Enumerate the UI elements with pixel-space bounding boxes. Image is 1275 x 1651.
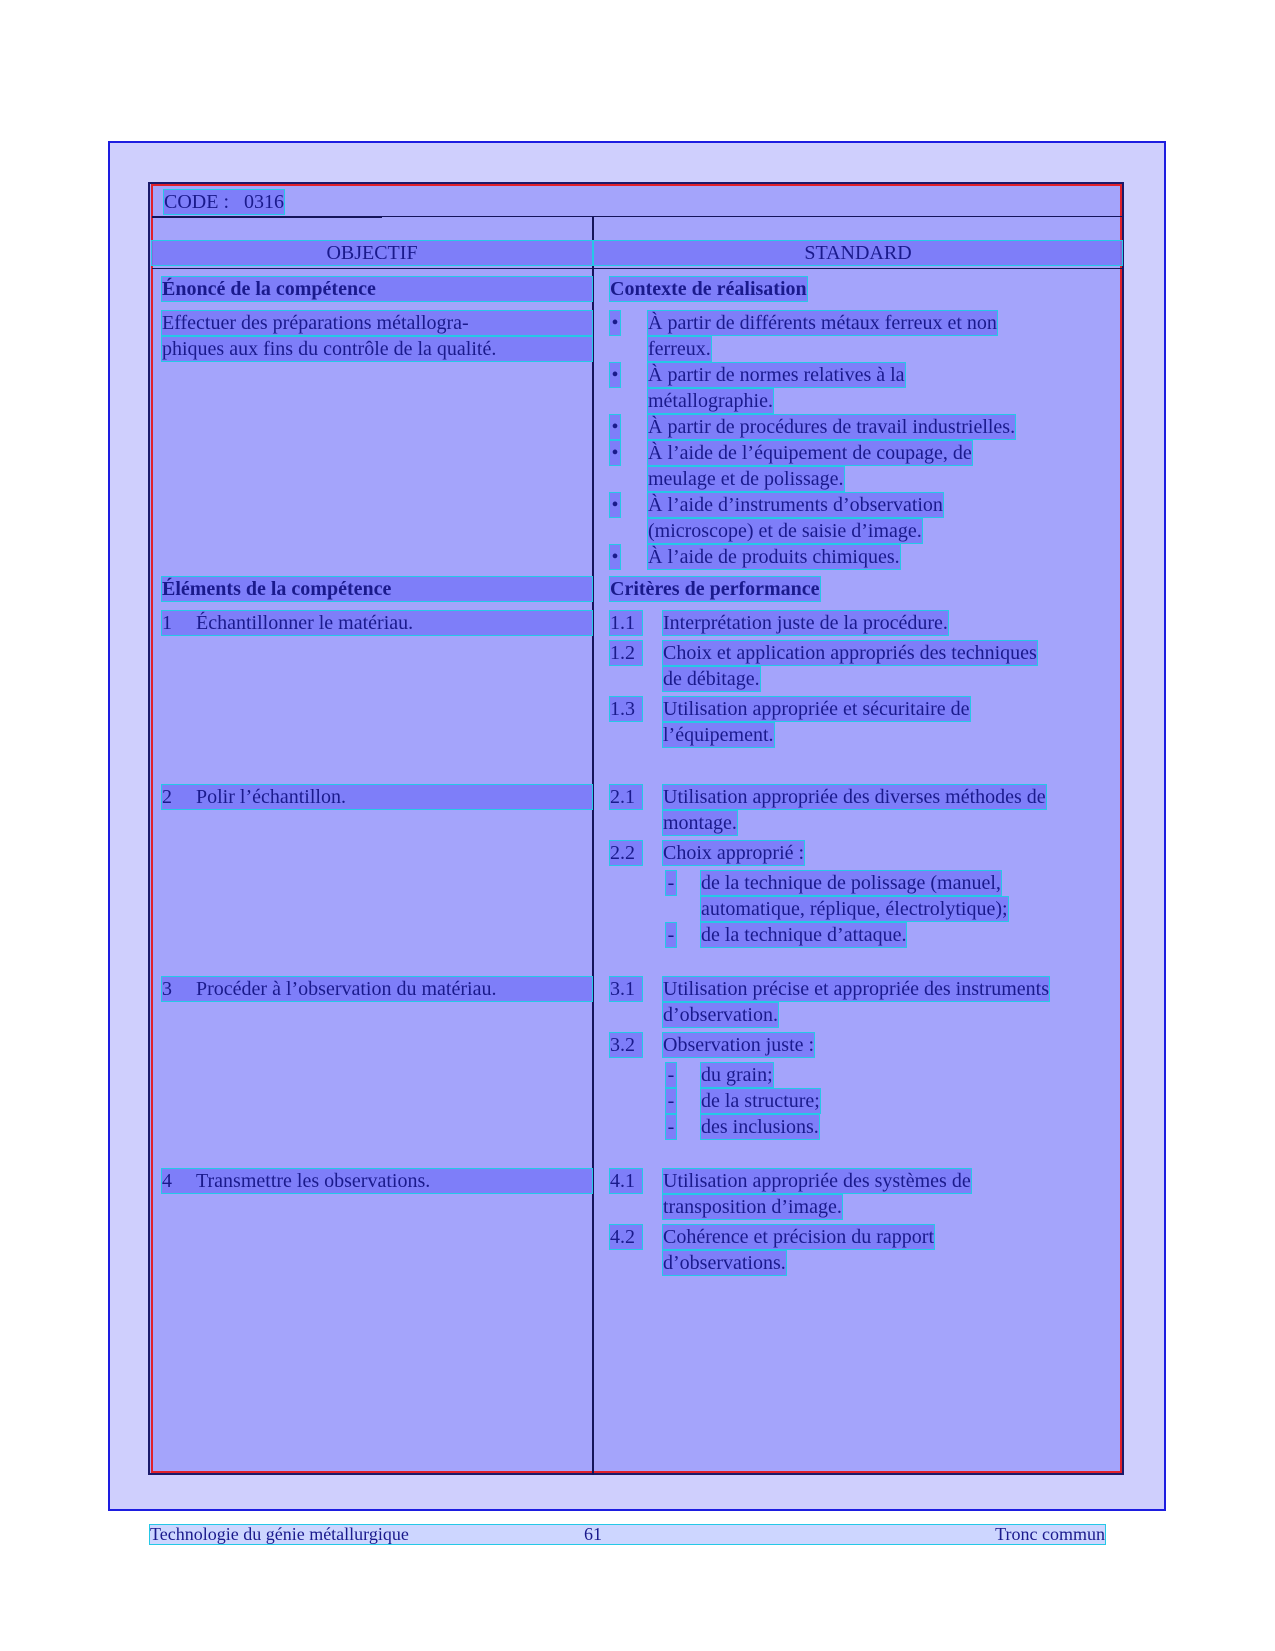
enonce-line: Effectuer des préparations métallogra-: [162, 311, 592, 335]
code-value: 0316: [244, 191, 284, 213]
contexte-line: À partir de normes relatives à la: [648, 364, 905, 386]
critere-line: Utilisation appropriée des systèmes de: [663, 1170, 971, 1192]
dash-icon: -: [667, 872, 675, 894]
footer-section: Tronc commun: [995, 1524, 1105, 1544]
element-text: Polir l’échantillon.: [196, 786, 346, 808]
contexte-line: (microscope) et de saisie d’image.: [648, 520, 922, 542]
critere-sub-line: des inclusions.: [701, 1116, 819, 1138]
critere-number: 4.2: [610, 1225, 642, 1249]
contexte-line: ferreux.: [648, 338, 711, 360]
element-item: [162, 785, 592, 809]
critere-line: transposition d’image.: [663, 1196, 842, 1218]
element-number: 3: [162, 978, 172, 1000]
critere-line: de débitage.: [663, 668, 760, 690]
critere-line: Observation juste :: [663, 1034, 815, 1056]
criteres-title: Critères de performance: [610, 578, 820, 600]
critere-sub-line: de la technique de polissage (manuel,: [701, 872, 1001, 894]
bullet-icon: •: [611, 546, 619, 568]
footer-title: Technologie du génie métallurgique: [150, 1524, 409, 1544]
header-objectif: OBJECTIF: [152, 241, 592, 265]
critere-sub-line: automatique, réplique, électrolytique);: [701, 898, 1008, 920]
element-number: 2: [162, 786, 172, 808]
bullet-icon: •: [611, 442, 619, 464]
critere-line: l’équipement.: [663, 724, 774, 746]
element-text: Échantillonner le matériau.: [196, 612, 414, 634]
element-text: Procéder à l’observation du matériau.: [196, 978, 497, 1000]
contexte-line: À l’aide de l’équipement de coupage, de: [648, 442, 972, 464]
enonce-title: Énoncé de la compétence: [162, 277, 592, 301]
critere-number: 1.2: [610, 641, 642, 665]
header-row-divider: [152, 268, 1122, 269]
dash-icon: -: [667, 1116, 675, 1138]
bullet-icon: •: [611, 312, 619, 334]
critere-line: d’observations.: [663, 1252, 786, 1274]
contexte-line: À partir de procédures de travail industrielles.: [648, 416, 1016, 438]
competency-table: [148, 182, 1124, 1475]
critere-number: 4.1: [610, 1169, 642, 1193]
element-number: 1: [162, 612, 172, 634]
dash-icon: -: [667, 1064, 675, 1086]
contexte-line: À l’aide de produits chimiques.: [648, 546, 900, 568]
critere-line: montage.: [663, 812, 737, 834]
bullet-icon: •: [611, 416, 619, 438]
code-label: CODE : 0316: [164, 191, 284, 213]
critere-line: Cohérence et précision du rapport: [663, 1226, 935, 1248]
critere-line: Utilisation précise et appropriée des instruments: [663, 978, 1050, 1000]
code-underline: [152, 216, 382, 218]
element-number: 4: [162, 1170, 172, 1192]
page-number: 61: [584, 1524, 602, 1544]
critere-sub-line: de la structure;: [701, 1090, 820, 1112]
critere-line: Utilisation appropriée des diverses méthodes de: [663, 786, 1046, 808]
critere-number: 2.2: [610, 841, 642, 865]
contexte-line: À partir de différents métaux ferreux et non: [648, 312, 997, 334]
enonce-line: phiques aux fins du contrôle de la qualité.: [162, 337, 592, 361]
contexte-line: À l’aide d’instruments d’observation: [648, 494, 943, 516]
element-item: [162, 977, 592, 1001]
contexte-line: meulage et de polissage.: [648, 468, 844, 490]
critere-number: 1.1: [610, 611, 642, 635]
critere-number: 3.2: [610, 1033, 642, 1057]
critere-number: 2.1: [610, 785, 642, 809]
dash-icon: -: [667, 924, 675, 946]
critere-line: Choix et application appropriés des techniques: [663, 642, 1037, 664]
element-item: [162, 1169, 592, 1193]
critere-sub-line: de la technique d’attaque.: [701, 924, 907, 946]
column-divider: [592, 217, 594, 1475]
footer: [150, 1525, 1105, 1544]
contexte-line: métallographie.: [648, 390, 773, 412]
critere-number: 3.1: [610, 977, 642, 1001]
elements-title: Éléments de la compétence: [162, 577, 592, 601]
contexte-title: Contexte de réalisation: [610, 278, 807, 300]
critere-line: d’observation.: [663, 1004, 778, 1026]
critere-line: Choix approprié :: [663, 842, 805, 864]
critere-line: Interprétation juste de la procédure.: [663, 612, 948, 634]
bullet-icon: •: [611, 364, 619, 386]
dash-icon: -: [667, 1090, 675, 1112]
critere-number: 1.3: [610, 697, 642, 721]
element-item: [162, 611, 592, 635]
critere-sub-line: du grain;: [701, 1064, 773, 1086]
element-text: Transmettre les observations.: [196, 1170, 431, 1192]
critere-line: Utilisation appropriée et sécuritaire de: [663, 698, 970, 720]
bullet-icon: •: [611, 494, 619, 516]
header-standard: STANDARD: [594, 241, 1122, 265]
